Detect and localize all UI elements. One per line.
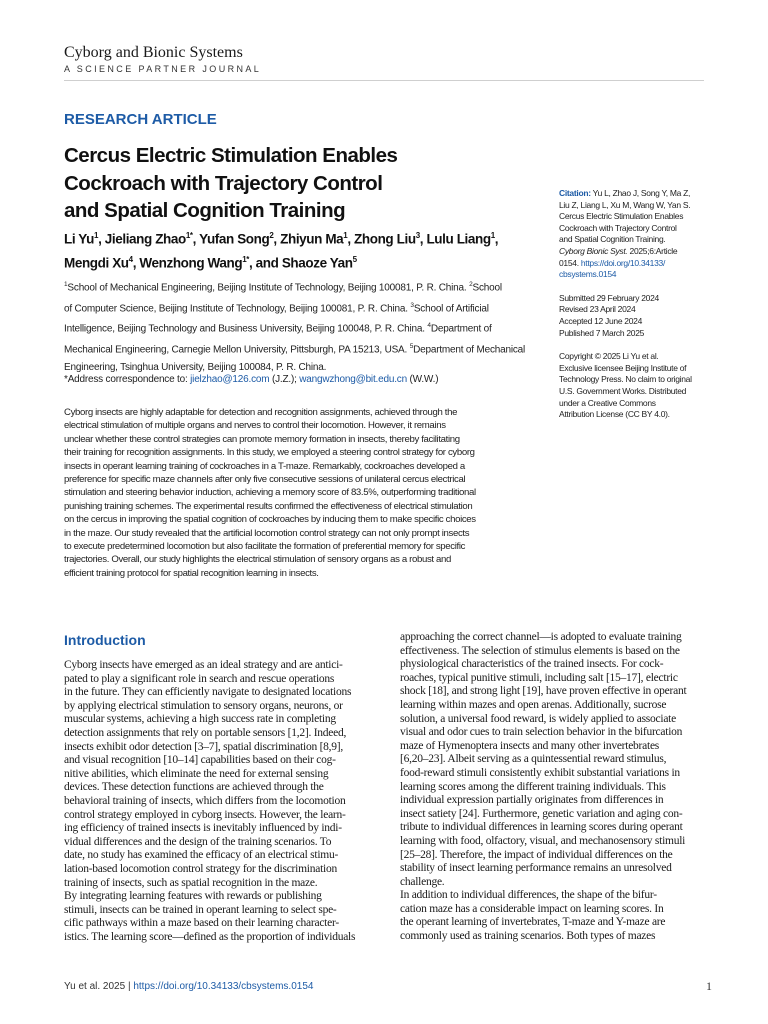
citation-text: Cercus Electric Stimulation Enables [559, 211, 684, 222]
email-link-wang[interactable]: wangwzhong@bit.edu.cn [299, 374, 407, 385]
abstract-line: Cyborg insects are highly adaptable for detection and recognition assignments, achieved through the [64, 407, 458, 418]
body-text-line: ing efficiency of trained insects is inevitably influenced by indi- [64, 822, 342, 835]
author-affiliation-marker: 5 [352, 254, 357, 264]
article-info-sidebar [559, 188, 719, 433]
author-list [64, 226, 542, 273]
author-affiliation-marker: 1 [343, 231, 348, 240]
correspondence-mid: (J.Z.); [269, 374, 300, 385]
author-affiliation-marker: 1 [490, 231, 495, 240]
body-text-line: visual and odor cues to train selection behavior in the bifurcation [400, 726, 683, 739]
author-name: Zhiyun Ma [280, 231, 344, 247]
affiliation-marker: 4 [427, 322, 431, 330]
author-name: Li Yu [64, 231, 95, 247]
abstract-line: in the maze. Our study revealed that the artificial locomotion control strategy can not only prompt insects [64, 527, 470, 539]
author-separator: , [192, 231, 200, 247]
title-line: and Spatial Cognition Training [64, 199, 346, 222]
date-revised: Revised 23 April 2024 [559, 304, 636, 315]
date-accepted: Accepted 12 June 2024 [559, 315, 643, 326]
title-line: Cercus Electric Stimulation Enables [64, 144, 398, 167]
date-submitted: Submitted 29 February 2024 [559, 292, 659, 303]
body-text-line: effectiveness. The selection of stimulus elements is based on the [400, 644, 680, 657]
abstract-line: unclear whether these control strategies can promote memory formation in insects, thereby facilitating [64, 433, 460, 445]
body-text-line: learning scores among the different training individuals. This [400, 780, 666, 793]
copyright-line: Copyright © 2025 Li Yu et al. [559, 351, 659, 362]
affiliation-text: School of Mechanical Engineering, Beijing Institute of Technology, Beijing 100081, P. R. China. [67, 282, 470, 294]
affiliation-line [64, 317, 542, 338]
body-text-line: and visual recognition [10–14] capabilities based on their cog- [64, 754, 336, 767]
article-title [64, 142, 444, 225]
body-text-line: commonly used as training scenarios. Both types of mazes [400, 930, 656, 943]
body-text-line: nitive abilities, which eliminate the need for external sensing [64, 767, 329, 780]
correspondence-prefix: *Address correspondence to: [64, 374, 191, 385]
author-name: Zhong Liu [354, 231, 416, 247]
body-text-line: pated to play a significant role in search and rescue operations [64, 672, 335, 685]
citation-text: Cockroach with Trajectory Control [559, 222, 677, 233]
body-text-line: stability of insect learning performance remains an unresolved [400, 862, 672, 875]
citation-label: Citation: [559, 188, 591, 198]
citation-text: 2025;6:Article [627, 245, 678, 256]
abstract-line: trajectories. Overall, our study highlights the electrical stimulation of sensory organs as a robust and [64, 554, 452, 566]
abstract-line: their training for recognition assignments. In this study, we employed a steering control strategy for cyborg [64, 447, 475, 459]
body-text-line: cific pathways within a maze based on their learning character- [64, 917, 339, 930]
abstract-line: punishing training schemes. The experimental results confirmed the effectiveness of electrical stimulation [64, 500, 473, 512]
affiliation-marker: 3 [410, 301, 414, 309]
body-column-right [400, 631, 714, 944]
body-text-line: istics. The learning score—defined as the proportion of individuals [64, 930, 356, 943]
affiliations [64, 276, 542, 376]
author-separator: , [132, 255, 140, 270]
body-text-line: lation-based locomotion control strategy for the discrimination [64, 862, 337, 875]
abstract-line: efficient training protocol for spatial recognition learning in insects. [64, 567, 319, 579]
copyright-line: under a Creative Commons [559, 397, 656, 408]
body-text-line: insects exhibit odor detection [3–7], spatial discrimination [8,9], [64, 740, 343, 753]
journal-name: Cyborg and Bionic Systems [64, 44, 243, 61]
correspondence-suffix: (W.W.) [406, 374, 439, 385]
body-text-line: By integrating learning features with rewards or publishing [64, 890, 322, 903]
author-affiliation-marker: 1 [94, 231, 99, 240]
date-published: Published 7 March 2025 [559, 327, 645, 338]
citation-text: and Spatial Cognition Training. [559, 234, 666, 245]
abstract-line: electrical stimulation of multiple organs and nerves to control their locomotion. However, it remains [64, 420, 446, 432]
affiliation-text: Intelligence, Beijing Technology and Business University, Beijing 100048, P. R. China. [64, 323, 428, 335]
affiliation-text: School of Artificial [413, 303, 489, 315]
copyright-line: Technology Press. No claim to original [559, 374, 692, 385]
body-text-line: behavioral training of insects, which differs from the locomotion [64, 794, 346, 807]
body-text-line: in the future. They can efficiently navigate to designated locations [64, 686, 352, 699]
body-text-line: [6,20–23]. Albeit serving as a quintessential reward stimulus, [400, 753, 667, 766]
abstract [64, 406, 542, 580]
copyright-line: U.S. Government Works. Distributed [559, 385, 687, 396]
citation-doi-link[interactable]: https://doi.org/10.34133/ [580, 257, 666, 268]
body-text-line: [25–28]. Therefore, the impact of individual differences on the [400, 848, 673, 861]
citation-journal: Cyborg Bionic Syst. [559, 245, 628, 256]
body-text-line: food-reward stimuli consistently exhibit substantial variations in [400, 766, 680, 779]
page-number: 1 [706, 979, 712, 993]
body-text-line: cation maze has a considerable impact on learning scores. In [400, 902, 664, 915]
copyright-block [559, 351, 719, 421]
abstract-line: on the cercus in improving the spatial cognition of cockroaches by inducing them to make specific choices [64, 514, 476, 526]
author-affiliation-marker: 4 [128, 254, 133, 264]
body-text-line: training of insects, such as spatial recognition in the maze. [64, 876, 318, 889]
affiliation-line [64, 276, 542, 297]
author-name: Mengdi Xu [64, 255, 129, 270]
author-affiliation-marker: 1* [185, 231, 193, 240]
body-text-line: tribute to individual differences in learning scores during operant [400, 821, 683, 834]
footer-doi-link[interactable]: https://doi.org/10.34133/cbsystems.0154 [133, 981, 314, 992]
body-text-line: learning with food, olfactory, visual, and mechanosensory stimuli [400, 834, 686, 847]
affiliation-line [64, 297, 542, 318]
journal-subtitle: A SCIENCE PARTNER JOURNAL [64, 64, 262, 74]
affiliation-text: Engineering, Tsinghua University, Beijing 100084, P. R. China. [64, 361, 327, 373]
citation-block [559, 188, 719, 281]
affiliation-line [64, 338, 542, 359]
author-affiliation-marker: 2 [269, 231, 274, 240]
copyright-line: Attribution License (CC BY 4.0). [559, 409, 670, 420]
affiliation-text: Mechanical Engineering, Carnegie Mellon University, Pittsburgh, PA 15213, USA. [64, 344, 410, 356]
affiliation-text: School [472, 282, 502, 294]
article-type-label: RESEARCH ARTICLE [64, 111, 217, 128]
author-separator: , [98, 231, 105, 247]
body-text-line: shock [18], and strong light [19], have proven effective in operant [400, 685, 687, 698]
author-name: Jieliang Zhao [104, 231, 186, 247]
body-text-line: learning within mazes and open arenas. Additionally, sucrose [400, 698, 667, 711]
author-separator: , [347, 231, 355, 247]
body-text-line: the operant learning of invertebrates, T-maze and Y-maze are [400, 916, 666, 929]
author-name: Wenzhong Wang [139, 255, 243, 270]
email-link-zhao[interactable]: jielzhao@126.com [190, 374, 270, 385]
abstract-line: preference for specific maze channels after only five consecutive sessions of unilateral cercus electrical [64, 474, 466, 486]
body-text-line: In addition to individual differences, the shape of the bifur- [400, 889, 657, 902]
header-divider [64, 80, 704, 81]
affiliation-text: Department of [430, 323, 492, 335]
body-text-line: challenge. [400, 875, 445, 888]
correspondence [64, 374, 438, 385]
citation-doi-link[interactable]: cbsystems.0154 [559, 269, 617, 280]
copyright-line: Exclusive licensee Beijing Institute of [559, 362, 687, 373]
affiliation-marker: 2 [469, 281, 473, 288]
affiliation-text: Department of Mechanical [413, 344, 526, 356]
body-text-line: by applying electrical stimulation to sensory organs, neurons, or [64, 699, 343, 712]
body-text-line: Cyborg insects have emerged as an ideal strategy and are antici- [64, 659, 343, 671]
citation-text: 0154. [559, 257, 581, 268]
abstract-line: insects in operant learning training of cockroaches in a T-maze. Remarkably, cockroaches developed a [64, 460, 465, 472]
body-text-line: vidual differences and the design of the training scenarios. To [64, 835, 332, 848]
body-text-line: muscular systems, achieving a high success rate in completing [64, 713, 336, 726]
section-heading-introduction: Introduction [64, 632, 146, 648]
author-line [64, 226, 542, 250]
affiliation-marker: 1 [64, 281, 68, 288]
footer-citation: Yu et al. 2025 | [64, 981, 134, 992]
body-column-left [64, 659, 378, 944]
body-text-line: physiological characteristics of the trained insects. For cock- [400, 658, 664, 671]
body-text-line: control strategy employed in cyborg insects. However, the learn- [64, 808, 346, 821]
citation-text: Liu Z, Liang L, Xu M, Wang W, Yan S. [559, 199, 691, 210]
page-footer [64, 981, 313, 992]
dates-block [559, 293, 719, 339]
body-text-line: solution, a universal food reward, is widely applied to associate [400, 712, 676, 725]
body-text-line: detection assignments that rely on portable sensors [1,2]. Indeed, [64, 726, 347, 739]
author-separator: , [248, 255, 256, 270]
body-text-line: date, no study has examined the efficacy of an electrical stimu- [64, 849, 339, 862]
author-separator: , [273, 231, 281, 247]
abstract-line: to execute predetermined locomotion but also facilitate the formation of preferential memory for specific [64, 541, 466, 553]
citation-text: Yu L, Zhao J, Song Y, Ma Z, [590, 188, 691, 198]
body-text-line: individual expression partially originates from differences in [400, 794, 664, 807]
author-affiliation-marker: 3 [415, 231, 420, 240]
body-text-line: stimuli, insects can be trained in operant learning to select spe- [64, 903, 337, 916]
author-separator: , [419, 231, 427, 247]
author-affiliation-marker: 1* [242, 254, 249, 264]
body-text-line: approaching the correct channel—is adopted to evaluate training [400, 631, 682, 643]
author-name: Lulu Liang [426, 231, 491, 247]
body-text-line: roaches, typical punitive stimuli, including salt [15–17], electric [400, 671, 678, 684]
body-text-line: insect satiety [24]. Furthermore, genetic variation and aging con- [400, 807, 683, 820]
author-separator: , [494, 231, 499, 247]
author-name: and Shaoze Yan [255, 255, 353, 270]
affiliation-text: of Computer Science, Beijing Institute of Technology, Beijing 100081, P. R. China. [64, 303, 411, 315]
title-line: Cockroach with Trajectory Control [64, 171, 383, 195]
body-text-line: maze of Hymenoptera insects and many other invertebrates [400, 739, 660, 752]
author-name: Yufan Song [199, 231, 270, 247]
affiliation-marker: 5 [409, 343, 414, 351]
abstract-line: stimulation and steering behavior induction, achieving a memory score of 83.5%, outperforming traditional [64, 487, 476, 499]
author-line [64, 250, 542, 274]
body-text-line: devices. These detection functions are achieved through the [64, 781, 324, 794]
